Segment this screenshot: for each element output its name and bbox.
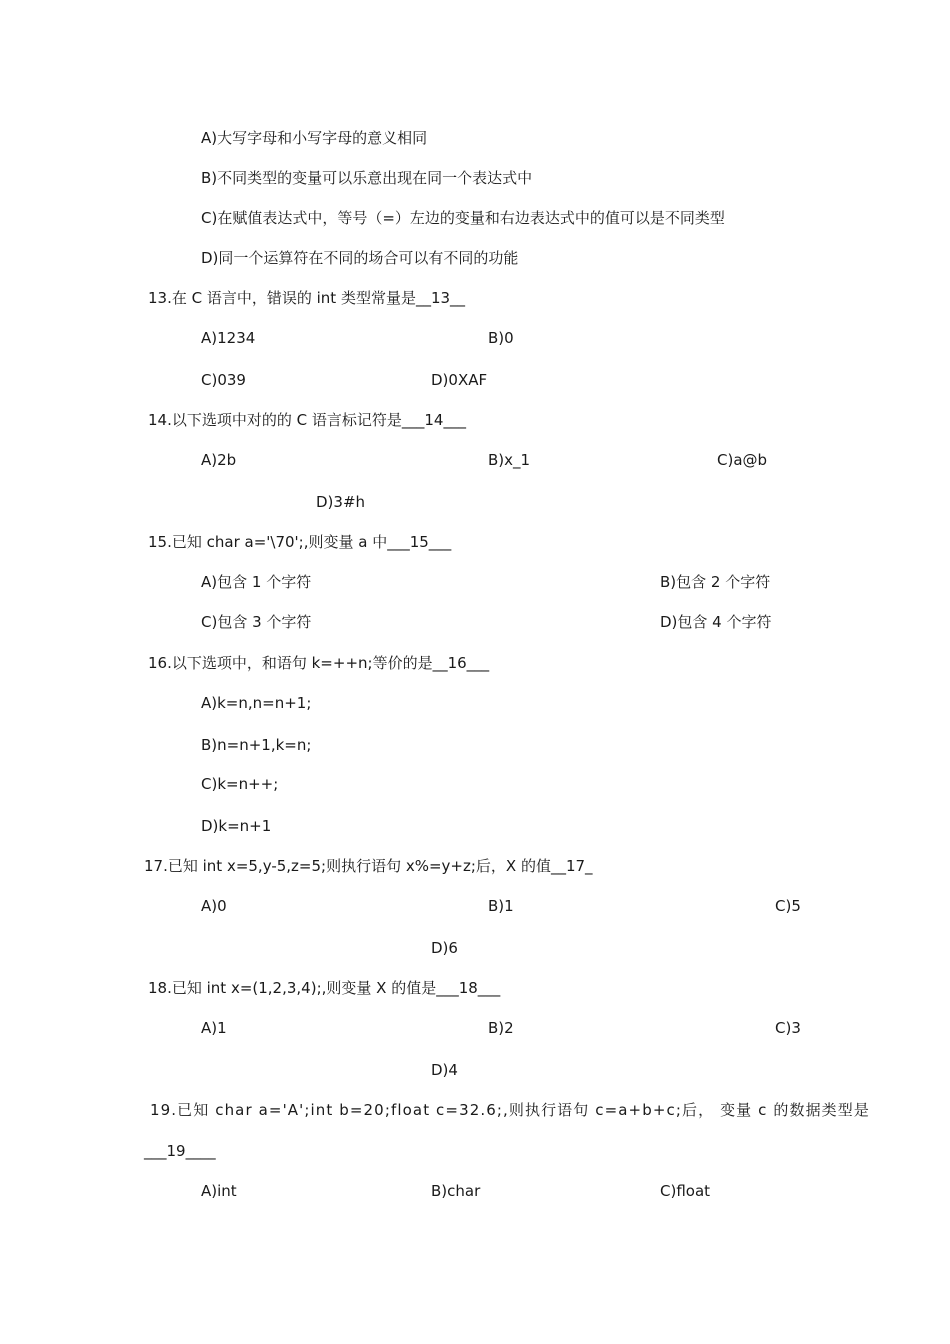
q18-stem: 18.已知 int x=(1,2,3,4);,则变量 X 的值是___18___: [148, 979, 501, 997]
q19-option-b: B)char: [431, 1182, 481, 1200]
q14-option-d: D)3#h: [316, 493, 366, 511]
q13-option-b: B)0: [488, 329, 514, 347]
q17-option-b: B)1: [488, 897, 514, 915]
q18-option-c: C)3: [775, 1019, 801, 1037]
q12-option-b: B)不同类型的变量可以乐意出现在同一个表达式中: [201, 169, 533, 187]
q13-stem: 13.在 C 语言中，错误的 int 类型常量是__13__: [148, 289, 466, 307]
q18-option-a: A)1: [201, 1019, 227, 1037]
q18-option-d: D)4: [431, 1061, 458, 1079]
q13-option-c: C)039: [201, 371, 246, 389]
q15-stem: 15.已知 char a='\70';,则变量 a 中___15___: [148, 533, 452, 551]
q19-stem-line2: ___19____: [144, 1142, 216, 1160]
q19-stem-line1: 19.已知 char a='A';int b=20;float c=32.6;,则执行语句 c=a+b+c;后， 变量 c 的数据类型是: [150, 1101, 870, 1119]
q15-option-d: D)包含 4 个字符: [660, 613, 772, 631]
q16-option-b: B)n=n+1,k=n;: [201, 736, 312, 754]
q14-stem: 14.以下选项中对的的 C 语言标记符是___14___: [148, 411, 466, 429]
q19-option-a: A)int: [201, 1182, 237, 1200]
q14-option-c: C)a@b: [717, 451, 768, 469]
q18-option-b: B)2: [488, 1019, 514, 1037]
q12-option-d: D)同一个运算符在不同的场合可以有不同的功能: [201, 249, 519, 267]
q12-option-c: C)在赋值表达式中，等号（=）左边的变量和右边表达式中的值可以是不同类型: [201, 209, 725, 227]
q16-option-a: A)k=n,n=n+1;: [201, 694, 312, 712]
q14-option-a: A)2b: [201, 451, 237, 469]
q17-option-c: C)5: [775, 897, 801, 915]
q17-option-a: A)0: [201, 897, 227, 915]
q15-option-b: B)包含 2 个字符: [660, 573, 771, 591]
q13-option-a: A)1234: [201, 329, 256, 347]
q16-option-d: D)k=n+1: [201, 817, 272, 835]
q15-option-c: C)包含 3 个字符: [201, 613, 312, 631]
q19-option-c: C)float: [660, 1182, 711, 1200]
q15-option-a: A)包含 1 个字符: [201, 573, 312, 591]
q16-option-c: C)k=n++;: [201, 775, 279, 793]
q13-option-d: D)0XAF: [431, 371, 488, 389]
q17-option-d: D)6: [431, 939, 458, 957]
q12-option-a: A)大写字母和小写字母的意义相同: [201, 129, 428, 147]
q14-option-b: B)x_1: [488, 451, 531, 469]
q16-stem: 16.以下选项中，和语句 k=++n;等价的是__16___: [148, 654, 490, 672]
q17-stem: 17.已知 int x=5,y-5,z=5;则执行语句 x%=y+z;后，X 的值__17_: [144, 857, 593, 875]
